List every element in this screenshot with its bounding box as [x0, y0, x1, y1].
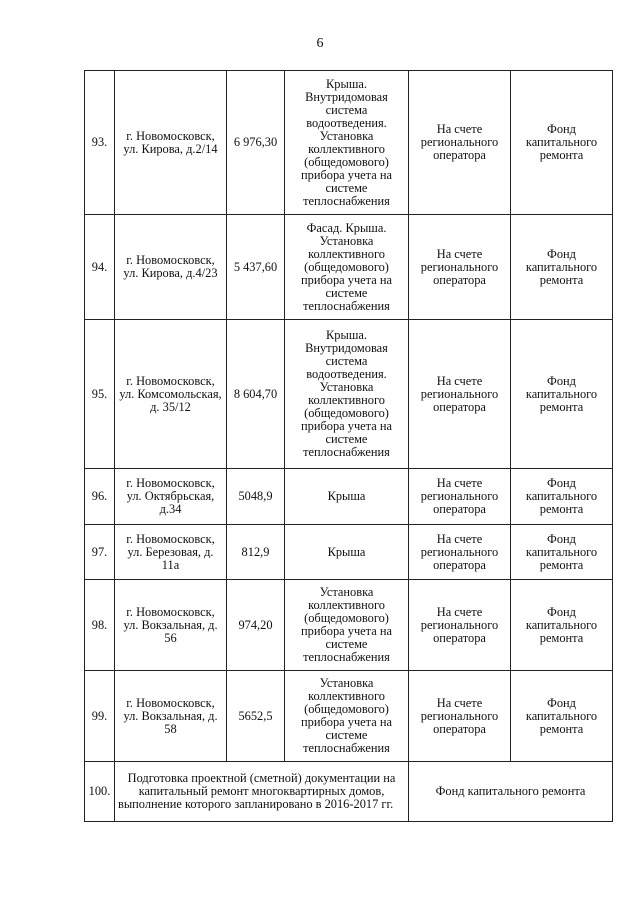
cost-cell: 5652,5: [227, 671, 285, 762]
row-number: 96.: [85, 469, 115, 525]
work-type-cell: Установка коллективного (общедомового) прибора учета на системе теплоснабжения: [285, 580, 409, 671]
page-number: 6: [316, 36, 324, 51]
cost-cell: 812,9: [227, 525, 285, 580]
account-cell: На счете регионального оператора: [409, 71, 511, 215]
fund-cell: Фонд капитального ремонта: [409, 762, 613, 822]
address-cell: г. Новомосковск, ул. Березовая, д. 11а: [115, 525, 227, 580]
work-type-cell: Крыша: [285, 469, 409, 525]
fund-cell: Фонд капитального ремонта: [511, 215, 613, 320]
cost-cell: 974,20: [227, 580, 285, 671]
row-number: 94.: [85, 215, 115, 320]
table-row-95: [85, 320, 613, 469]
table-row-97: [85, 525, 613, 580]
fund-cell: Фонд капитального ремонта: [511, 71, 613, 215]
address-cell: г. Новомосковск, ул. Кирова, д.4/23: [115, 215, 227, 320]
fund-cell: Фонд капитального ремонта: [511, 469, 613, 525]
row-number: 95.: [85, 320, 115, 469]
row-number: 93.: [85, 71, 115, 215]
table-row-98: [85, 580, 613, 671]
cost-cell: 8 604,70: [227, 320, 285, 469]
fund-cell: Фонд капитального ремонта: [511, 525, 613, 580]
address-cell: г. Новомосковск, ул. Вокзальная, д. 56: [115, 580, 227, 671]
address-cell: г. Новомосковск, ул. Комсомольская, д. 35/12: [115, 320, 227, 469]
fund-cell: Фонд капитального ремонта: [511, 671, 613, 762]
account-cell: На счете регионального оператора: [409, 320, 511, 469]
address-cell: г. Новомосковск, ул. Кирова, д.2/14: [115, 71, 227, 215]
row-number: 98.: [85, 580, 115, 671]
cost-cell: 6 976,30: [227, 71, 285, 215]
work-type-cell: Крыша. Внутридомовая система водоотведения. Установка коллективного (общедомового) прибора учета на системе теплоснабжения: [285, 320, 409, 469]
account-cell: На счете регионального оператора: [409, 525, 511, 580]
table-row-100: [85, 762, 613, 822]
account-cell: На счете регионального оператора: [409, 671, 511, 762]
description-cell: Подготовка проектной (сметной) документации на капитальный ремонт многоквартирных домов, выполнение которого запланировано в 2016-2017 гг.: [115, 762, 409, 822]
table-row-93: [85, 71, 613, 215]
account-cell: На счете регионального оператора: [409, 580, 511, 671]
work-type-cell: Фасад. Крыша. Установка коллективного (общедомового) прибора учета на системе теплоснабжения: [285, 215, 409, 320]
cost-cell: 5 437,60: [227, 215, 285, 320]
work-type-cell: Крыша: [285, 525, 409, 580]
cost-cell: 5048,9: [227, 469, 285, 525]
repair-schedule-table: [84, 70, 613, 822]
fund-cell: Фонд капитального ремонта: [511, 580, 613, 671]
account-cell: На счете регионального оператора: [409, 215, 511, 320]
row-number: 97.: [85, 525, 115, 580]
fund-cell: Фонд капитального ремонта: [511, 320, 613, 469]
table-row-99: [85, 671, 613, 762]
row-number: 99.: [85, 671, 115, 762]
table-row-96: [85, 469, 613, 525]
row-number: 100.: [85, 762, 115, 822]
work-type-cell: Крыша. Внутридомовая система водоотведения. Установка коллективного (общедомового) прибора учета на системе теплоснабжения: [285, 71, 409, 215]
work-type-cell: Установка коллективного (общедомового) прибора учета на системе теплоснабжения: [285, 671, 409, 762]
address-cell: г. Новомосковск, ул. Вокзальная, д. 58: [115, 671, 227, 762]
table-row-94: [85, 215, 613, 320]
account-cell: На счете регионального оператора: [409, 469, 511, 525]
address-cell: г. Новомосковск, ул. Октябрьская, д.34: [115, 469, 227, 525]
